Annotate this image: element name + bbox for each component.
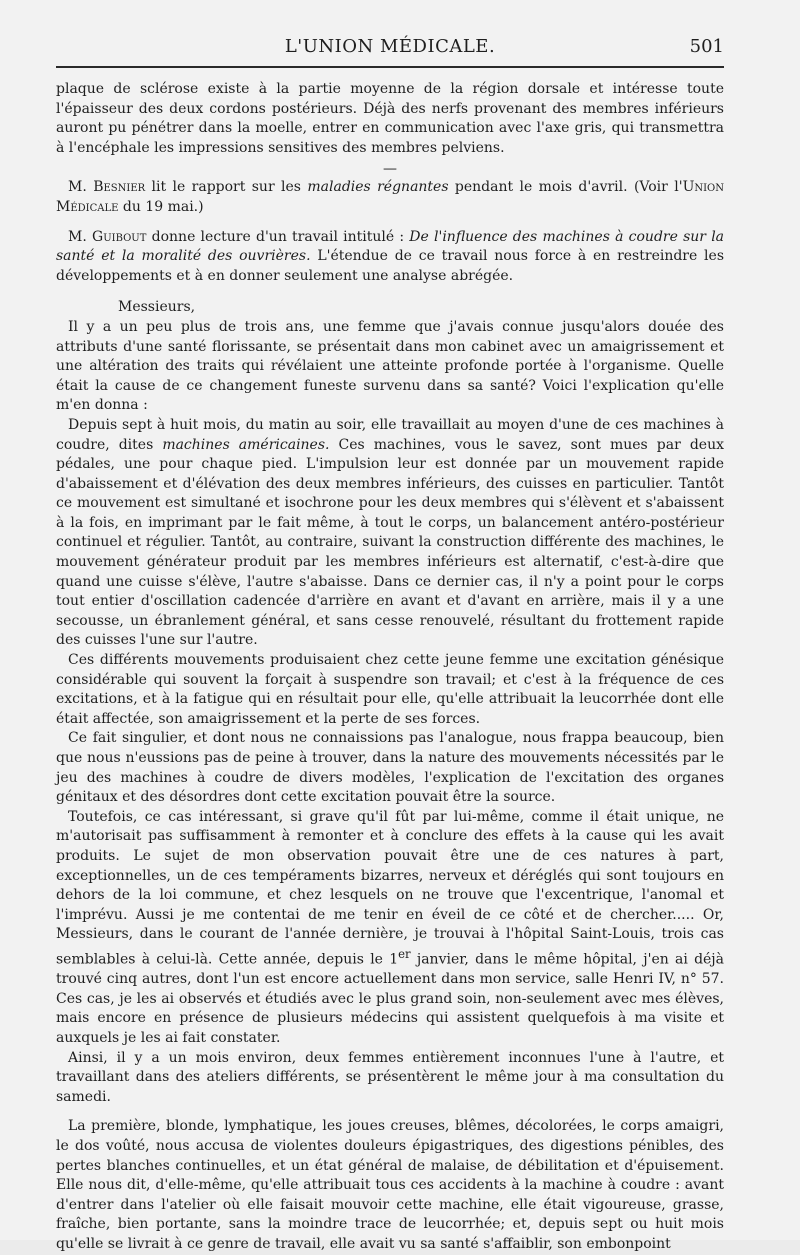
text-span: du 19 mai.)	[122, 198, 204, 215]
text-span: Ces machines, vous le savez, sont mues par deux pédales, une pour chaque pied. L'impulsion leur est donnée par un mouvement rapide d'abaissement et d'élévation des deux membres inférieurs, des cuisses en particulier. Tantôt ce mouvement est simultané et isochrone pour les deux membres qui s'élèvent et s'abaissent à la fois, en imprimant par le fait même, à tout le corps, un balancement antéro-postérieur continuel et régulier. Tantôt, au contraire, suivant la construction différente des machines, le mouvement générateur produit par les membres inférieurs est alternatif, c'est-à-dire que quand une cuisse s'élève, l'autre s'abaisse. Dans ce dernier cas, il n'y a point pour le corps tout entier d'oscillation cadencée d'arrière en avant et d'avant en arrière, mais il y a une secousse, un ébranlement général, et sans cesse renouvelé, résultant du frottement rapide des cuisses l'une sur l'autre.	[56, 436, 724, 649]
speaker-name-besnier: Besnier	[93, 179, 146, 196]
salutation: Messieurs,	[118, 299, 196, 316]
spacer	[56, 1107, 724, 1117]
prefix-m: M.	[68, 179, 87, 196]
italic-machines: machines américaines.	[162, 436, 330, 453]
page-number: 501	[689, 36, 724, 57]
paragraph-deux-femmes: Ainsi, il y a un mois environ, deux femmes entièrement inconnues l'une à l'autre, et travaillant dans des ateliers différents, se présentèrent le même jour à ma consultation du samedi.	[56, 1049, 724, 1105]
text-span: Depuis sept à huit mois, du matin au soir, elle travaillait au moyen d'une de ces machines à coudre, dites	[56, 416, 724, 453]
paragraph-premiere: La première, blonde, lymphatique, les joues creuses, blêmes, décolorées, le corps amaigri, le dos voûté, nous accusa de violentes douleurs épigastriques, des digestions pénibles, des pertes blanches continuelles, et un état général de malaise, de débilitation et d'épuisement. Elle nous dit, d'elle-même, qu'elle attribuait tous ces accidents à la machine à coudre : avant d'entrer dans l'atelier où elle faisait mouvoir cette machine, elle était vigoureuse, grasse, fraîche, bien portante, sans la moindre trace de leucorrhée; et, depuis sept ou huit mois qu'elle se livrait à ce genre de travail, elle avait vu sa santé s'affaiblir, son embonpoint	[56, 1118, 724, 1252]
body-text	[56, 80, 724, 1255]
paragraph-fait-singulier: Ce fait singulier, et dont nous ne connaissions pas l'analogue, nous frappa beaucoup, bien que nous n'eussions pas de peine à trouver, dans la nature des mouvements nécessités par le jeu des machines à coudre de divers modèles, l'explication de l'excitation des organes génitaux et des désordres dont cette excitation pouvait être la source.	[56, 730, 724, 806]
italic-maladies: maladies régnantes	[307, 179, 449, 196]
journal-name: Union Médicale	[56, 179, 725, 215]
italic-title: De l'influence des machines à coudre sur la santé et la moralité des ouvrières.	[56, 228, 725, 265]
paragraph-case-intro: Il y a un peu plus de trois ans, une femme que j'avais connue jusqu'alors douée des attributs d'une santé florissante, se présentait dans mon cabinet avec un amaigrissement et une altération des traits qui révélaient une atteinte profonde portée à l'organisme. Quelle était la cause de ce changement funeste survenu dans sa santé? Voici l'explication qu'elle m'en donna :	[56, 318, 724, 414]
text-span: lit le rapport sur les	[151, 179, 301, 196]
paragraph-machines	[56, 416, 724, 651]
text-span: L'étendue de ce travail nous force à en restreindre les développements et à en donner seulement une analyse abrégée.	[56, 248, 725, 284]
header-rule	[56, 66, 724, 68]
prefix-m: M.	[68, 228, 87, 245]
spacer	[56, 286, 724, 298]
paragraph-toutefois	[56, 808, 724, 1049]
paragraph-besnier	[56, 178, 724, 217]
speaker-name-guibout: Guibout	[92, 228, 147, 245]
text-span: janvier, dans le même hôpital, j'en ai déjà trouvé cinq autres, dont l'un est encore actuellement dans mon service, salle Henri IV, n° 57. Ces cas, je les ai observés et étudiés avec le plus grand soin, non-seulement avec mes élèves, mais encore en présence de plusieurs médecins qui assistent quelquefois à ma visite et auxquels je les ai fait constater.	[56, 951, 724, 1046]
text-span: donne lecture d'un travail intitulé :	[151, 228, 405, 245]
paragraph-sclerosis: plaque de sclérose existe à la partie moyenne de la région dorsale et intéresse toute l'épaisseur des deux cordons postérieurs. Déjà des nerfs provenant des membres inférieurs auront pu pénétrer dans la moelle, entrer en communication avec l'axe gris, qui transmettra à l'encéphale les impressions sensitives des membres pelviens.	[56, 81, 724, 156]
section-separator: —	[383, 161, 397, 178]
page-header	[56, 32, 724, 62]
paragraph-excitation: Ces différents mouvements produisaient chez cette jeune femme une excitation génésique considérable qui souvent la forçait à suspendre son travail; et c'est à la fréquence de ces excitations, et à la fatigue qui en résultait pour elle, qu'elle attribuait la leucorrhée dont elle était affectée, son amaigrissement et la perte de ses forces.	[56, 652, 724, 727]
text-span: Toutefois, ce cas intéressant, si grave qu'il fût par lui-même, comme il était unique, ne m'autorisait pas suffisamment à remonter et à conclure des effets à la cause qui les avait produits. Le sujet de mon observation pouvait être une de ces natures à part, exceptionnelles, un de ces tempéraments bizarres, nerveux et déréglés qui sont toujours en dehors de la loi commune, et chez lesquels on ne trouve que l'excentrique, l'anomal et l'imprévu. Aussi je me contentai de me tenir en éveil de ce côté et de chercher..... Or, Messieurs, dans le courant de l'année dernière, je trouvai à l'hôpital Saint-Louis, trois cas semblables à celui-là. Cette année, depuis le 1	[56, 808, 724, 968]
paragraph-guibout	[56, 228, 724, 287]
running-title: L'UNION MÉDICALE.	[284, 36, 496, 57]
text-span: pendant le mois d'avril. (Voir l'	[454, 179, 683, 196]
superscript: er	[398, 946, 411, 961]
spacer	[56, 218, 724, 228]
